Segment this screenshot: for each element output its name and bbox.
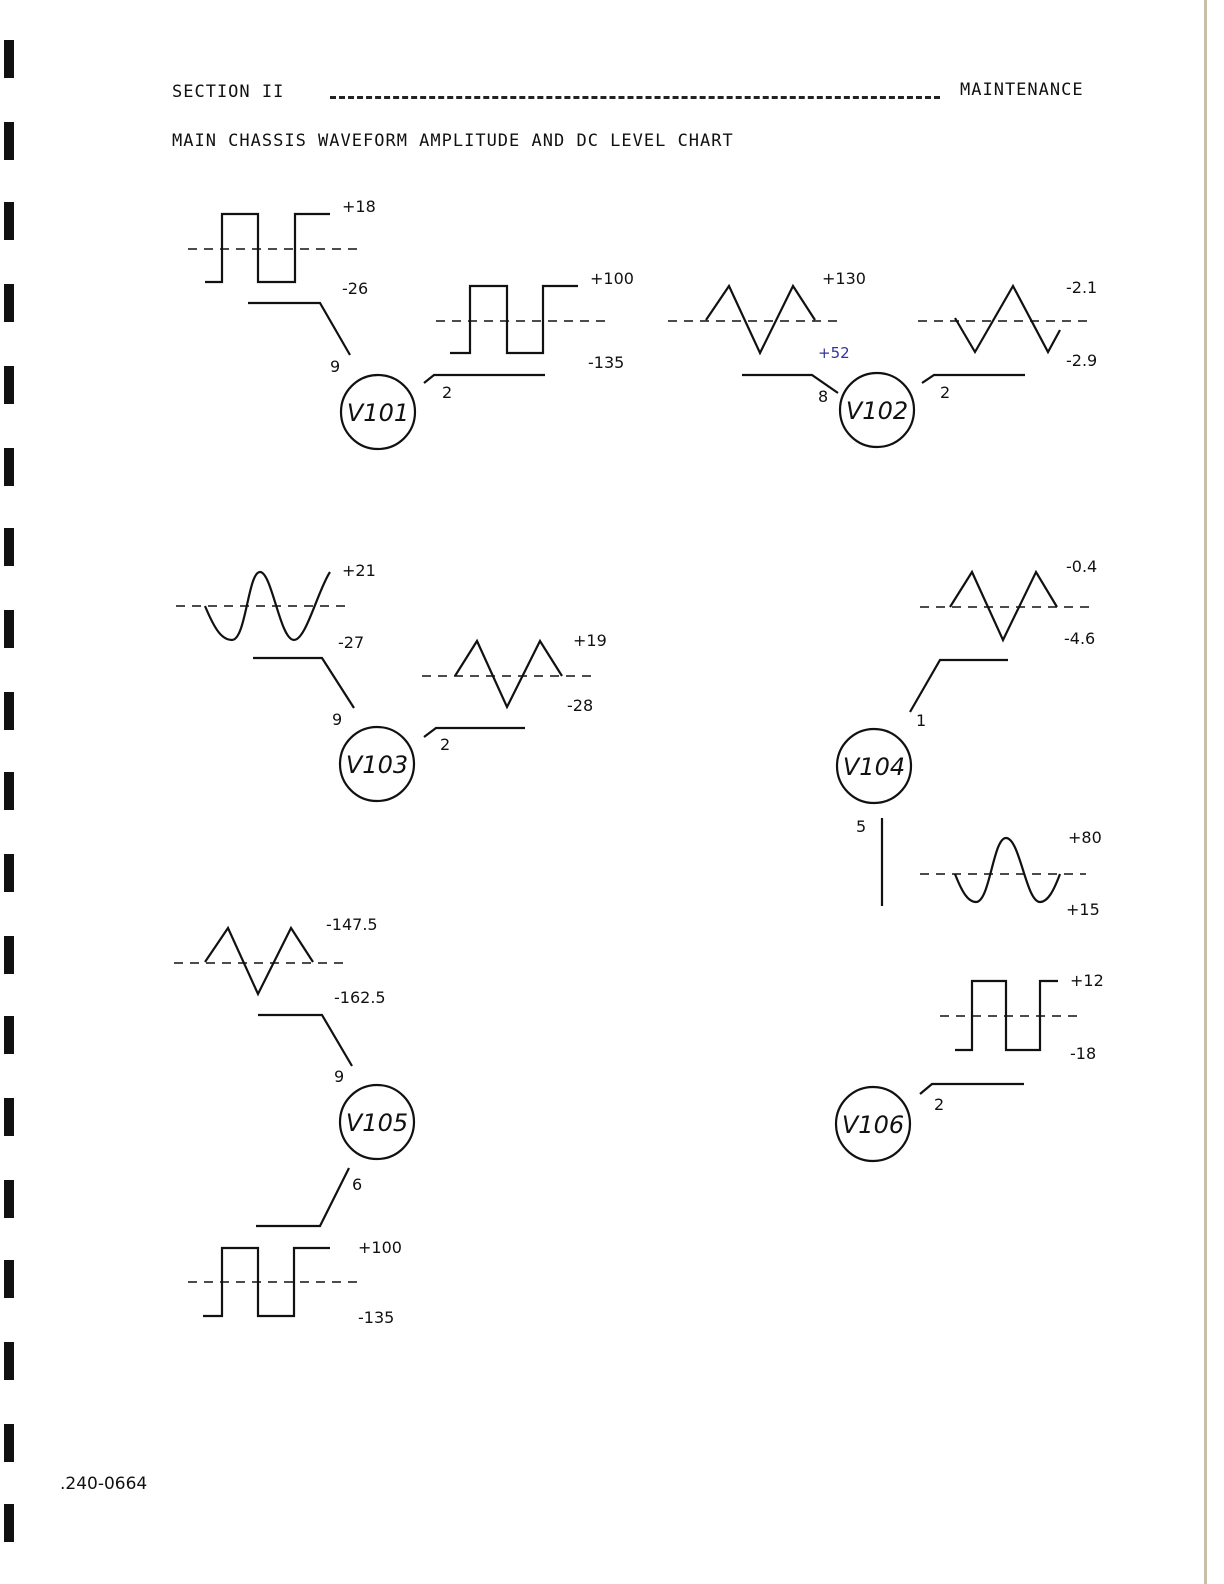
v101-pin2-lead	[424, 375, 545, 383]
v103-wave-b-top: +19	[573, 631, 607, 650]
v102-wave-b-top: -2.1	[1066, 278, 1098, 297]
v102-pin-b: 2	[940, 383, 951, 402]
v103-group	[176, 561, 607, 801]
v103-label: V103	[345, 751, 409, 779]
v106-label: V106	[841, 1111, 905, 1139]
v104-wave-b-bottom: +15	[1066, 900, 1100, 919]
v104-label: V104	[842, 753, 906, 781]
v106-pin2-lead	[920, 1084, 1024, 1094]
v105-pin6-lead	[256, 1168, 349, 1226]
v103-wave-a-bottom: -27	[338, 633, 365, 652]
v105-wave-b	[203, 1248, 330, 1316]
v101-group	[188, 197, 634, 449]
section-label: SECTION II	[172, 82, 285, 102]
v101-wave-a	[205, 214, 330, 282]
v101-pin-a: 9	[330, 357, 341, 376]
v102-pin-a: 8	[818, 387, 829, 406]
v105-wave-a-top: -147.5	[326, 915, 378, 934]
v102-wave-b	[955, 286, 1060, 352]
v103-pin9-lead	[253, 658, 354, 708]
v105-wave-b-bottom: -135	[358, 1308, 395, 1327]
v103-wave-b-bottom: -28	[567, 696, 594, 715]
v104-pin1-lead	[910, 660, 1008, 712]
v101-label: V101	[346, 399, 410, 427]
v102-pin2-lead	[922, 375, 1025, 383]
page-title: MAIN CHASSIS WAVEFORM AMPLITUDE AND DC LEVEL CHART	[172, 131, 734, 151]
v106-pin-a: 2	[934, 1095, 945, 1114]
v105-wave-a-bottom: -162.5	[334, 988, 386, 1007]
v104-wave-a-bottom: -4.6	[1064, 629, 1096, 648]
v104-wave-b	[955, 838, 1060, 902]
v105-label: V105	[345, 1109, 409, 1137]
v105-pin-a: 9	[334, 1067, 345, 1086]
v104-wave-a-top: -0.4	[1066, 557, 1098, 576]
category-label: MAINTENANCE	[960, 80, 1084, 100]
v105-pin-b: 6	[352, 1175, 363, 1194]
v102-wave-a-bottom: +52	[818, 344, 850, 362]
v103-pin-a: 9	[332, 710, 343, 729]
v102-wave-a	[706, 286, 815, 353]
v101-wave-a-bottom: -26	[342, 279, 369, 298]
v105-wave-a	[205, 928, 313, 994]
v101-wave-a-top: +18	[342, 197, 376, 216]
v104-wave-b-top: +80	[1068, 828, 1102, 847]
v101-wave-b	[450, 286, 578, 353]
v101-wave-b-bottom: -135	[588, 353, 625, 372]
v105-wave-b-top: +100	[358, 1238, 402, 1257]
v102-group	[668, 269, 1097, 447]
v104-pin-a: 1	[916, 711, 927, 730]
v104-pin-b: 5	[856, 817, 867, 836]
v105-pin9-lead	[258, 1015, 352, 1066]
v102-wave-b-bottom: -2.9	[1066, 351, 1098, 370]
v101-pin-b: 2	[442, 383, 453, 402]
v106-group	[836, 971, 1104, 1161]
v103-wave-b	[455, 641, 562, 707]
v103-pin-b: 2	[440, 735, 451, 754]
v104-group	[837, 557, 1102, 919]
v101-wave-b-top: +100	[590, 269, 634, 288]
v104-wave-a	[950, 572, 1057, 640]
v103-wave-a-top: +21	[342, 561, 376, 580]
v102-label: V102	[845, 397, 909, 425]
v102-wave-a-top: +130	[822, 269, 866, 288]
v101-pin9-lead	[248, 303, 350, 355]
v106-wave-a-top: +12	[1070, 971, 1104, 990]
v106-wave-a-bottom: -18	[1070, 1044, 1097, 1063]
document-number: .240-0664	[60, 1474, 148, 1494]
v105-group	[174, 915, 414, 1327]
